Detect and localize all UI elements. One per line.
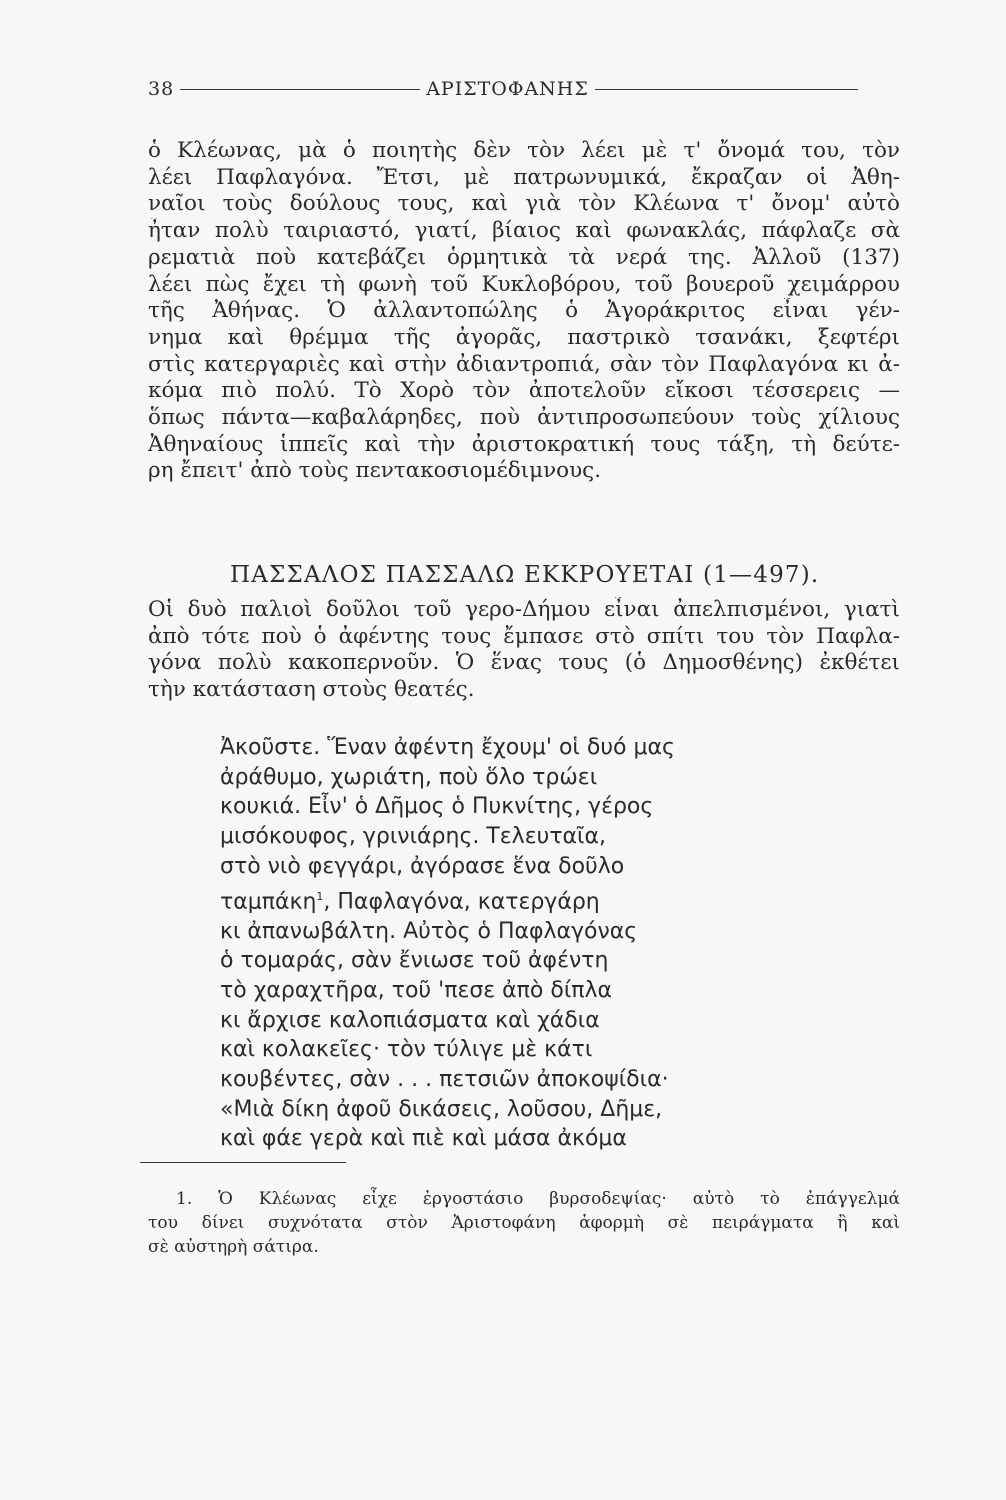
verse-excerpt bbox=[220, 733, 840, 1154]
verse-line: καὶ κολακεῖες· τὸν τύλιγε μὲ κάτι bbox=[220, 1037, 593, 1063]
verse-line: στὸ νιὸ φεγγάρι, ἀγόρασε ἕνα δοῦλο bbox=[220, 853, 625, 879]
page-number: 38 bbox=[148, 78, 175, 100]
text-line: ἦταν πολὺ ταιριαστό, γιατί, βίαιος καὶ φωνακλάς, πάφλαζε σὰ bbox=[148, 218, 900, 244]
footnote-marker: 1 bbox=[316, 889, 324, 903]
text-line: ὅπως πάντα—καβαλάρηδες, ποὺ ἀντιπροσωπεύουν τοὺς χίλιους bbox=[148, 405, 900, 431]
running-head bbox=[148, 78, 864, 100]
section-heading: ΠΑΣΣΑΛΟΣ ΠΑΣΣΑΛΩ ΕΚΚΡΟΥΕΤΑΙ (1—497). bbox=[230, 562, 820, 588]
text-line: κόμα πιὸ πολύ. Τὸ Χορὸ τὸν ἀποτελοῦν εἴκοσι τέσσερεις — bbox=[148, 378, 900, 404]
text-line: Οἱ δυὸ παλιοὶ δοῦλοι τοῦ γερο-Δήμου εἶναι ἀπελπισμένοι, γιατὶ bbox=[148, 597, 900, 622]
verse-line-start: ταμπάκη bbox=[220, 888, 317, 914]
verse-line: κουβέντες, σὰν . . . πετσιῶν ἀποκοψίδια· bbox=[220, 1067, 669, 1093]
verse-line: κι ἄρχισε καλοπιάσματα καὶ χάδια bbox=[220, 1007, 600, 1033]
verse-line: «Μιὰ δίκη ἀφοῦ δικάσεις, λοῦσου, Δῆμε, bbox=[220, 1096, 663, 1122]
verse-line-with-footnote bbox=[220, 882, 840, 917]
header-rule-right bbox=[595, 89, 858, 90]
verse-line-end: , Παφλαγόνα, κατεργάρη bbox=[323, 888, 600, 914]
verse-line: Ἀκοῦστε. Ἕναν ἀφέντη ἔχουμ' οἱ δυό μας bbox=[220, 735, 675, 760]
footnote-line: 1. Ὁ Κλέωνας εἶχε ἐργοστάσιο βυρσοδεψίας· αὐτὸ τὸ ἐπάγγελμά bbox=[176, 1189, 900, 1209]
text-line: γόνα πολὺ κακοπερνοῦν. Ὁ ἕνας τους (ὁ Δημοσθένης) ἐκθέτει bbox=[148, 650, 900, 676]
text-line: στὶς κατεργαριὲς καὶ στὴν ἀδιαντροπιά, σὰν τὸν Παφλαγόνα κι ἀ- bbox=[148, 351, 900, 377]
text-line: τῆς Ἀθήνας. Ὁ ἀλλαντοπώλης ὁ Ἀγοράκριτος εἶναι γέν- bbox=[148, 298, 900, 324]
text-line: Ἀθηναίους ἱππεῖς καὶ τὴν ἀριστοκρατική τους τάξη, τὴ δεύτε- bbox=[148, 431, 900, 457]
verse-line: μισόκουφος, γρινιάρης. Τελευταῖα, bbox=[220, 824, 606, 850]
text-line: ρη ἔπειτ' ἀπὸ τοὺς πεντακοσιομέδιμνους. bbox=[148, 458, 602, 484]
verse-line: ὁ τομαράς, σὰν ἔνιωσε τοῦ ἀφέντη bbox=[220, 948, 609, 974]
text-line: λέει Παφλαγόνα. Ἔτσι, μὲ πατρωνυμικά, ἔκραζαν οἱ Ἀθη- bbox=[148, 164, 900, 190]
text-line: λέει πὼς ἔχει τὴ φωνὴ τοῦ Κυκλοβόρου, τοῦ βουεροῦ χειμάρρου bbox=[148, 271, 900, 297]
footnote-separator bbox=[140, 1162, 346, 1163]
verse-line: κουκιά. Εἶν' ὁ Δῆμος ὁ Πυκνίτης, γέρος bbox=[220, 794, 654, 820]
verse-line: κι ἀπανωβάλτη. Αὐτὸς ὁ Παφλαγόνας bbox=[220, 918, 638, 944]
intro-paragraph bbox=[148, 138, 900, 485]
text-line: τὴν κατάσταση στοὺς θεατές. bbox=[148, 677, 475, 703]
footnote-line: του δίνει συχνότατα στὸν Ἀριστοφάνη ἀφορμὴ σὲ πειράγματα ἢ καὶ bbox=[148, 1213, 900, 1233]
text-line: ρεματιὰ ποὺ κατεβάζει ὁρμητικὰ τὰ νερά της. Ἀλλοῦ (137) bbox=[148, 244, 900, 270]
footnote-line: σὲ αὐστηρὴ σάτιρα. bbox=[148, 1237, 319, 1257]
footnote bbox=[148, 1187, 900, 1259]
verse-line: καὶ φάε γερὰ καὶ πιὲ καὶ μάσα ἀκόμα bbox=[220, 1126, 627, 1152]
text-line: ὁ Κλέωνας, μὰ ὁ ποιητὴς δὲν τὸν λέει μὲ τ' ὄνομά του, τὸν bbox=[148, 138, 900, 163]
text-line: ἀπὸ τότε ποὺ ὁ ἀφέντης τους ἔμπασε στὸ σπίτι του τὸν Παφλα- bbox=[148, 623, 900, 649]
running-title: ΑΡΙΣΤΟΦΑΝΗΣ bbox=[426, 78, 589, 100]
section-paragraph bbox=[148, 597, 900, 704]
verse-line: ἀράθυμο, χωριάτη, ποὺ ὅλο τρώει bbox=[220, 764, 598, 790]
text-line: νημα καὶ θρέμμα τῆς ἀγορᾶς, παστρικὸ τσανάκι, ξεφτέρι bbox=[148, 324, 900, 350]
header-rule-left bbox=[180, 89, 420, 90]
text-line: ναῖοι τοὺς δούλους τους, καὶ γιὰ τὸν Κλέωνα τ' ὄνομ' αὐτὸ bbox=[148, 191, 900, 217]
verse-line: τὸ χαραχτῆρα, τοῦ 'πεσε ἀπὸ δίπλα bbox=[220, 977, 613, 1003]
